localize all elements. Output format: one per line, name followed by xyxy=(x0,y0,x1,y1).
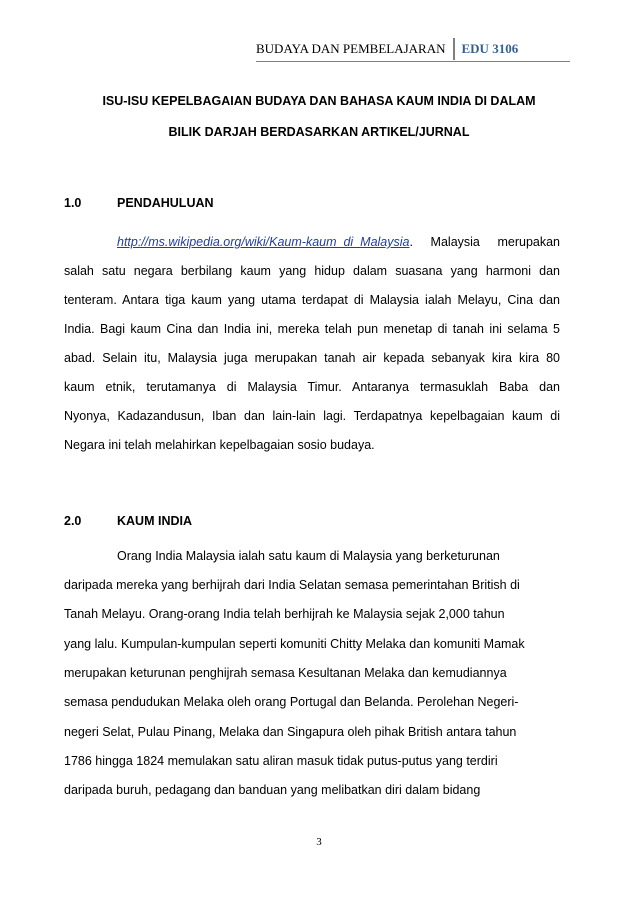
section-1-number: 1.0 xyxy=(64,196,82,210)
paragraph-line: merupakan keturunan penghijrah semasa Kesultanan Melaka dan kemudiannya xyxy=(64,666,507,680)
document-title-line-1: ISU-ISU KEPELBAGAIAN BUDAYA DAN BAHASA KAUM INDIA DI DALAM xyxy=(102,94,536,108)
section-1-first-line-rest: . Malaysia merupakan xyxy=(409,235,560,249)
paragraph-line: kaum etnik, terutamanya di Malaysia Timur. Antaranya termasuklah Baba dan xyxy=(64,380,560,394)
section-1-title: PENDAHULUAN xyxy=(117,196,214,210)
paragraph-line: 1786 hingga 1824 memulakan satu aliran masuk tidak putus-putus yang terdiri xyxy=(64,754,498,768)
running-header xyxy=(256,38,518,60)
paragraph-line: daripada buruh, pedagang dan banduan yang melibatkan diri dalam bidang xyxy=(64,783,481,797)
paragraph-line: semasa pendudukan Melaka oleh orang Portugal dan Belanda. Perolehan Negeri- xyxy=(64,695,519,709)
paragraph-line: Nyonya, Kadazandusun, Iban dan lain-lain lagi. Terdapatnya kepelbagaian kaum di xyxy=(64,409,560,423)
section-2-title: KAUM INDIA xyxy=(117,514,192,528)
page-number: 3 xyxy=(316,836,322,848)
paragraph-line: salah satu negara berbilang kaum yang hidup dalam suasana yang harmoni dan xyxy=(64,264,560,278)
paragraph-line: negeri Selat, Pulau Pinang, Melaka dan Singapura oleh pihak British antara tahun xyxy=(64,725,517,739)
document-title-line-2: BILIK DARJAH BERDASARKAN ARTIKEL/JURNAL xyxy=(168,125,470,139)
header-rule xyxy=(256,61,570,62)
section-1-heading xyxy=(64,196,214,210)
paragraph-line: tenteram. Antara tiga kaum yang utama terdapat di Malaysia ialah Melayu, Cina dan xyxy=(64,293,560,307)
paragraph-line: Negara ini telah melahirkan kepelbagaian sosio budaya. xyxy=(64,438,375,452)
paragraph-line: yang lalu. Kumpulan-kumpulan seperti komuniti Chitty Melaka dan komuniti Mamak xyxy=(64,637,525,651)
header-title: BUDAYA DAN PEMBELAJARAN xyxy=(256,41,446,56)
section-2-number: 2.0 xyxy=(64,514,82,528)
section-1-first-line xyxy=(117,235,560,249)
wikipedia-link[interactable]: http://ms.wikipedia.org/wiki/Kaum-kaum_di_Malaysia xyxy=(117,235,410,249)
section-2-heading xyxy=(64,514,192,528)
paragraph-line: India. Bagi kaum Cina dan India ini, mereka telah pun menetap di tanah ini selama 5 xyxy=(64,322,560,336)
section-2-first-line: Orang India Malaysia ialah satu kaum di Malaysia yang berketurunan xyxy=(117,549,500,563)
paragraph-line: Tanah Melayu. Orang-orang India telah berhijrah ke Malaysia sejak 2,000 tahun xyxy=(64,607,505,621)
paragraph-line: abad. Selain itu, Malaysia juga merupakan tanah air kepada sebanyak kira kira 80 xyxy=(64,351,560,365)
header-course-code: EDU 3106 xyxy=(453,38,519,60)
paragraph-line: daripada mereka yang berhijrah dari India Selatan semasa pemerintahan British di xyxy=(64,578,520,592)
